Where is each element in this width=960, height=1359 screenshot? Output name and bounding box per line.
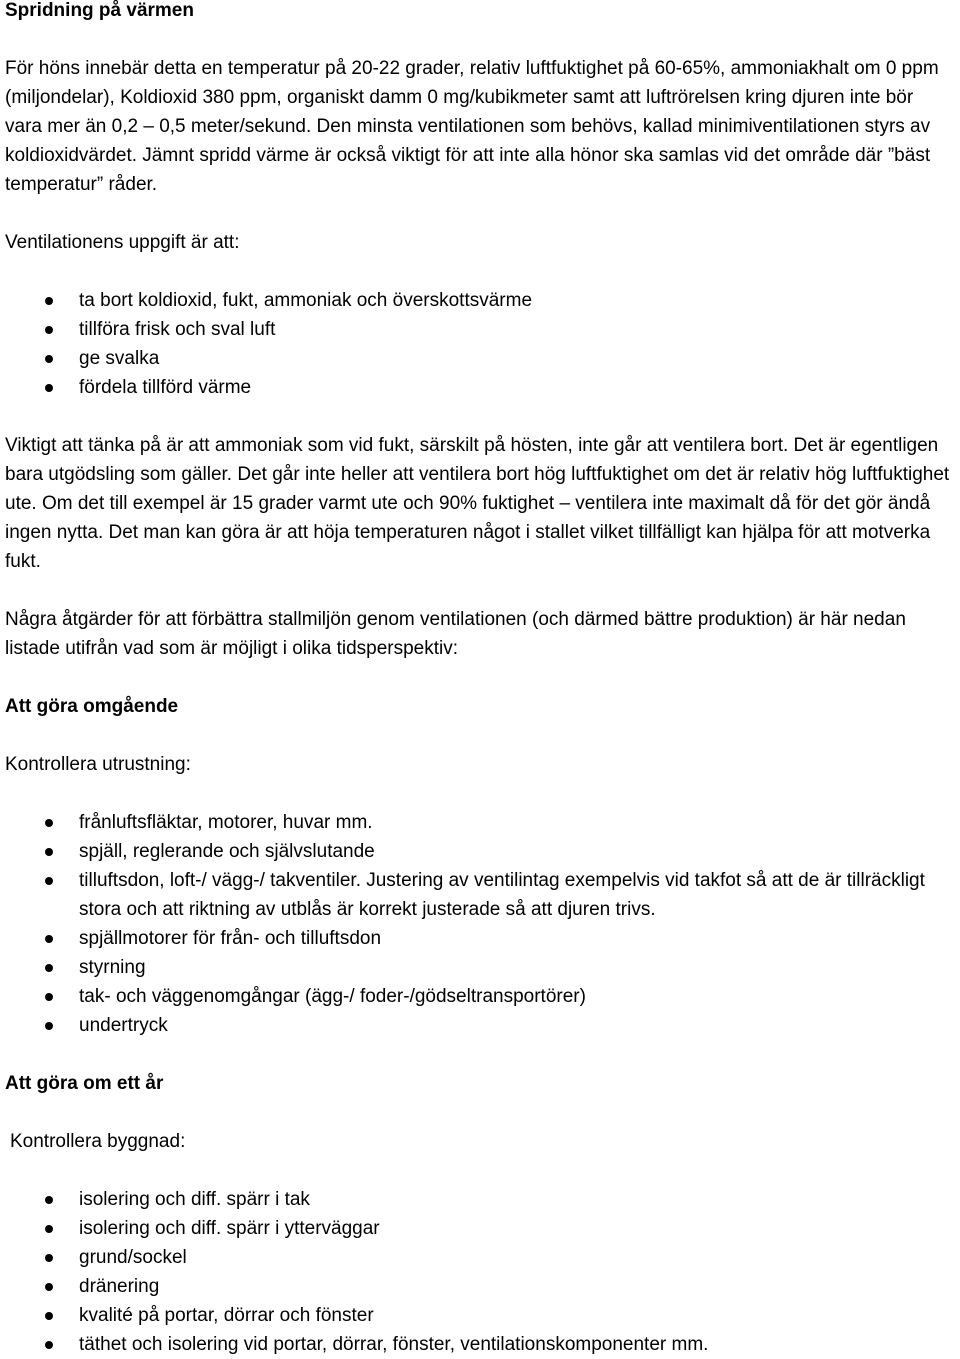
list-item: ge svalka xyxy=(5,344,955,373)
intro-sentence-3: Jämnt spridd värme är också viktigt för att inte alla hönor ska samlas vid det område där ”bäst temperatur” råder. xyxy=(5,145,931,195)
list-item: dränering xyxy=(5,1272,955,1301)
list-item: kvalité på portar, dörrar och fönster xyxy=(5,1301,955,1330)
section-heading-immediate: Att göra omgående xyxy=(5,696,179,717)
subheading-equipment: Kontrollera utrustning: xyxy=(5,754,191,775)
intro-sentence-2: Den minsta ventilationen som behövs, kallad minimiventilationen styrs av koldioxidvärdet. xyxy=(5,116,931,166)
document-body xyxy=(5,0,955,1359)
list-item: spjäll, reglerande och självslutande xyxy=(5,837,955,866)
intro-paragraph xyxy=(5,54,955,199)
list-item: styrning xyxy=(5,953,955,982)
list-item: isolering och diff. spärr i ytterväggar xyxy=(5,1214,955,1243)
equipment-list xyxy=(5,808,955,1040)
list-item: grund/sockel xyxy=(5,1243,955,1272)
list-item: ta bort koldioxid, fukt, ammoniak och överskottsvärme xyxy=(5,286,955,315)
list-item: tilluftsdon, loft-/ vägg-/ takventiler. Justering av ventilintag exempelvis vid takfot så att de är tillräckligt stora och att riktning av utblås är korrekt justerade så att djuren trivs. xyxy=(5,866,955,924)
list-item: täthet och isolering vid portar, dörrar, fönster, ventilationskomponenter mm. xyxy=(5,1330,955,1359)
list-item: isolering och diff. spärr i tak xyxy=(5,1185,955,1214)
building-list xyxy=(5,1185,955,1359)
intro-sentence-1: För höns innebär detta en temperatur på 20-22 grader, relativ luftfuktighet på 60-65%, ammoniakhalt om 0 ppm (miljondelar), Koldioxid 380 ppm, organiskt damm 0 mg/kubikmeter samt att luftrörelsen kring djuren inte bör vara mer än 0,2 – 0,5 meter/sekund. xyxy=(5,58,939,137)
subheading-building: Kontrollera byggnad: xyxy=(10,1131,186,1152)
ventilation-list xyxy=(5,286,955,402)
page-title: Spridning på värmen xyxy=(5,0,194,21)
list-item: fördela tillförd värme xyxy=(5,373,955,402)
list-item: tak- och väggenomgångar (ägg-/ foder-/gödseltransportörer) xyxy=(5,982,955,1011)
list-item: frånluftsfläktar, motorer, huvar mm. xyxy=(5,808,955,837)
section-heading-year: Att göra om ett år xyxy=(5,1073,164,1094)
list-item: tillföra frisk och sval luft xyxy=(5,315,955,344)
ventilation-heading: Ventilationens uppgift är att: xyxy=(5,232,240,253)
important-paragraph: Viktigt att tänka på är att ammoniak som vid fukt, särskilt på hösten, inte går att ventilera bort. Det är egentligen bara utgödsling som gäller. Det går inte heller att ventilera bort hög luftfuktighet om det är relativ hög luftfuktighet ute. Om det till exempel är 15 grader varmt ute och 90% fuktighet – ventilera inte maximalt då för det gör ändå ingen nytta. Det man kan göra är att höja temperaturen något i stallet vilket tillfälligt kan hjälpa för att motverka fukt. xyxy=(5,435,950,572)
list-item: spjällmotorer för från- och tilluftsdon xyxy=(5,924,955,953)
measures-paragraph: Några åtgärder för att förbättra stallmiljön genom ventilationen (och därmed bättre produktion) är här nedan listade utifrån vad som är möjligt i olika tidsperspektiv: xyxy=(5,609,906,659)
list-item: undertryck xyxy=(5,1011,955,1040)
